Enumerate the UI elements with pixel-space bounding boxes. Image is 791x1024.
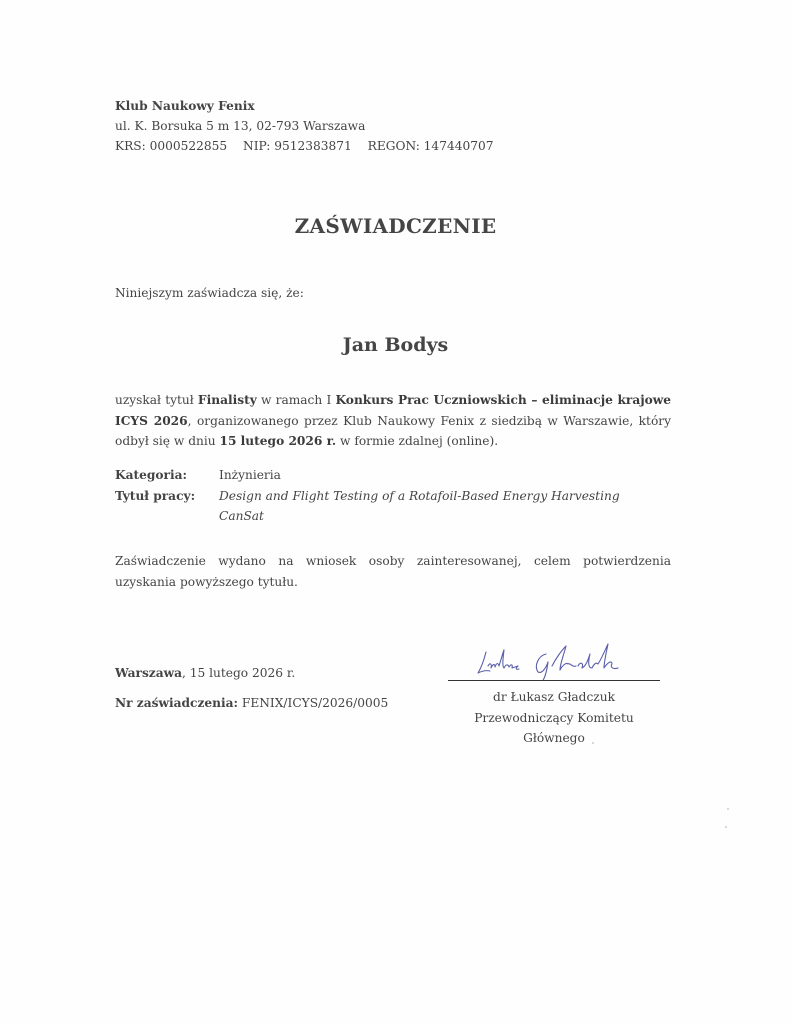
signer-role-line-1: Przewodniczący Komitetu — [474, 710, 634, 725]
handwritten-signature — [448, 640, 660, 680]
award-text-2: w ramach I — [256, 393, 336, 407]
category-row — [115, 465, 664, 486]
signature-line — [448, 680, 660, 681]
recipient-name: Jan Bodys — [342, 334, 449, 356]
category-value: Inżynieria — [219, 468, 281, 482]
award-text-1: uzyskał tytuł — [115, 393, 198, 407]
organization-address: ul. K. Borsuka 5 m 13, 02-793 Warszawa — [115, 119, 366, 133]
certificate-number-value: FENIX/ICYS/2026/0005 — [238, 696, 389, 710]
issuance-paragraph: Zaświadczenie wydano na wniosek osoby zainteresowanej, celem potwierdzenia uzyskania powyższego tytułu. — [115, 554, 671, 589]
document-title: ZAŚWIADCZENIE — [294, 214, 497, 238]
award-text-4: w formie zdalnej (online). — [336, 434, 499, 448]
organization-name: Klub Naukowy Fenix — [115, 99, 255, 113]
scan-speck — [727, 808, 729, 810]
scan-speck — [592, 742, 594, 744]
category-label: Kategoria: — [115, 468, 187, 482]
work-title-value: Design and Flight Testing of a Rotafoil-Based Energy Harvesting CanSat — [219, 488, 620, 523]
award-text-3: , organizowanego przez Klub Naukowy Fenix z siedzibą w Warszawie, który odbył się w dniu — [115, 413, 671, 448]
regon-number: REGON: 147440707 — [367, 139, 494, 153]
intro-text: Niniejszym zaświadcza się, że: — [115, 286, 304, 300]
competition-name: Konkurs Prac Uczniowskich – eliminacje krajowe ICYS 2026 — [115, 393, 672, 428]
signer-name: dr Łukasz Gładczuk — [493, 690, 615, 704]
work-title-label: Tytuł pracy: — [115, 488, 196, 503]
award-paragraph — [115, 390, 671, 452]
issue-date: , 15 lutego 2026 r. — [182, 666, 296, 680]
event-date: 15 lutego 2026 r. — [219, 434, 337, 448]
work-title-row — [115, 486, 664, 527]
signature-block — [448, 640, 660, 749]
organization-header — [115, 96, 505, 156]
certificate-number-label: Nr zaświadczenia: — [115, 696, 239, 710]
signer-role-line-2: Głównego — [523, 731, 585, 745]
place: Warszawa — [115, 666, 183, 680]
krs-number: KRS: 0000522855 — [115, 139, 228, 153]
award-title: Finalisty — [197, 393, 257, 407]
place-and-date — [115, 666, 295, 680]
organization-ids — [115, 136, 505, 156]
nip-number: NIP: 9512383871 — [243, 139, 352, 153]
details-section — [115, 465, 664, 527]
certificate-number — [115, 696, 388, 710]
scan-speck — [725, 826, 727, 828]
